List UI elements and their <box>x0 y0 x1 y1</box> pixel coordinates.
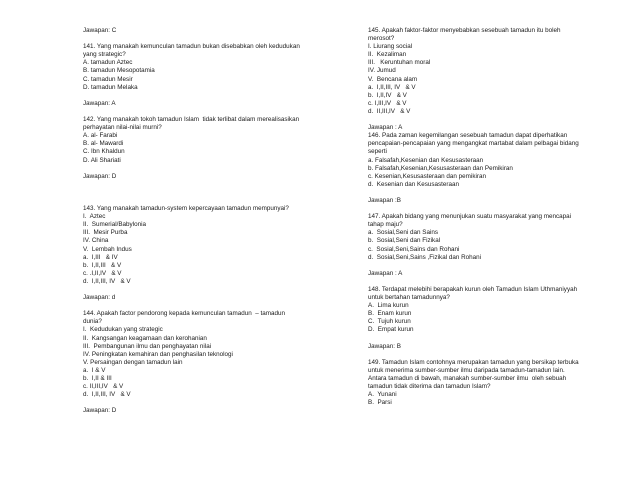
text-line: V. Bencana alam <box>368 75 418 83</box>
text-line: III. Mesir Purba <box>83 229 128 237</box>
text-line: c. I,III,IV & V <box>368 99 407 107</box>
text-line: d. I,II,III, IV & V <box>83 277 131 285</box>
text-line: A. tamadun Aztec <box>83 59 133 67</box>
text-line: D. Empat kurun <box>368 326 414 334</box>
text-line: tahap maju? <box>368 221 403 229</box>
text-line: 149. Tamadun Islam contohnya merupakan tamadun yang bersikap terbuka <box>368 358 579 366</box>
text-line: seperti <box>368 148 387 156</box>
text-line: 141. Yang manakah kemunculan tamadun bukan disebabkan oleh kedudukan <box>83 43 300 51</box>
text-line: Jawapan : A <box>368 124 403 132</box>
text-line: d. I,II,III, IV & V <box>83 391 131 399</box>
text-line: a. I & V <box>83 366 106 374</box>
text-line: tamadun tidak diterima dan tamadun Islam? <box>368 383 491 391</box>
text-line: I. Liurang social <box>368 43 413 51</box>
blank-line <box>368 205 618 213</box>
text-line: c. .I,II,IV & V <box>83 269 122 277</box>
text-line: V. Lembah Indus <box>83 245 132 253</box>
text-line: Jawapan: B <box>368 342 401 350</box>
blank-line <box>368 262 618 270</box>
text-line: a. I,II,III, IV & V <box>368 83 416 91</box>
text-line: a. Falsafah,Kesenian dan Kesusasteraan <box>368 156 484 164</box>
blank-line <box>368 278 618 286</box>
text-line: C. Tujuh kurun <box>368 318 411 326</box>
text-line: dunia? <box>83 318 102 326</box>
text-line: III. Keruntuhan moral <box>368 59 431 67</box>
text-line: yang strategic? <box>83 51 126 59</box>
text-line: b. Sosial,Seni dan Fizikal <box>368 237 441 245</box>
text-line: b. Falsafah,Kesenian,Kesusasteraan dan Pemikiran <box>368 164 513 172</box>
text-line: V. Persaingan dengan tamadun lain <box>83 358 183 366</box>
text-line: I. Aztec <box>83 213 106 221</box>
text-line: a. I,III & IV <box>83 253 118 261</box>
text-line: c. II,III,IV & V <box>83 383 124 391</box>
text-line: I. Kedudukan yang strategic <box>83 326 163 334</box>
blank-line <box>83 35 328 43</box>
text-line: Jawapan : A <box>368 269 403 277</box>
text-line: d. II,III,IV & V <box>368 107 411 115</box>
text-line: d. Kesenian dan Kesusasteraan <box>368 180 460 188</box>
text-line: Antara tamadun di bawah, manakah sumber-sumber ilmu oleh sebuah <box>368 375 567 383</box>
blank-line <box>83 165 328 173</box>
text-line: b. I,II,III & V <box>83 261 122 269</box>
text-line: D. tamadun Melaka <box>83 83 138 91</box>
text-line: 142. Yang manakah tokoh tamadun Islam tidak terlibat dalam merealisasikan <box>83 116 300 124</box>
blank-line <box>83 181 328 189</box>
text-line: 147. Apakah bidang yang menunjukan suatu masyarakat yang mencapai <box>368 213 572 221</box>
text-line: C. tamadun Mesir <box>83 75 133 83</box>
blank-line <box>368 335 618 343</box>
text-line: 144. Apakah factor pendorong kepada kemunculan tamadun – tamadun <box>83 310 285 318</box>
blank-line <box>83 399 328 407</box>
blank-line <box>83 108 328 116</box>
text-line: a. Sosial,Seni dan Sains <box>368 229 439 237</box>
text-line: B. Parsi <box>368 399 392 407</box>
text-line: 143. Yang manakah tamadun-system kepercayaan tamadun mempunyai? <box>83 205 289 213</box>
blank-line <box>83 92 328 100</box>
text-line: b. I,II & III <box>83 375 112 383</box>
text-line: II. Sumerial/Babylonia <box>83 221 146 229</box>
text-line: IV. Jumud <box>368 67 396 75</box>
text-line: Jawapan: A <box>83 99 116 107</box>
text-line: c. Kesenian,Kesusasteraan dan pemikiran <box>368 172 486 180</box>
blank-line <box>83 197 328 205</box>
blank-line <box>368 189 618 197</box>
blank-line <box>83 302 328 310</box>
text-line: A. Yunani <box>368 391 397 399</box>
text-line: merosot? <box>368 35 395 43</box>
text-line: b. I,II,IV & V <box>368 91 407 99</box>
text-line: 146. Pada zaman kegemilangan sesebuah tamadun dapat diperhatikan <box>368 132 568 140</box>
text-line: B. al- Mawardi <box>83 140 124 148</box>
text-line: Jawapan: C <box>83 27 117 34</box>
text-line: IV. Peningkatan kemahiran dan penghasilan teknologi <box>83 350 233 358</box>
text-line: untuk menerima sumber-sumber ilmu daripada tamadun-tamadun lain. <box>368 366 565 374</box>
text-line: B. tamadun Mesopotamia <box>83 67 155 75</box>
blank-line <box>368 351 618 359</box>
text-line: C. Ibn Khaldun <box>83 148 125 156</box>
text-line: Jawapan: D <box>83 172 117 180</box>
text-line: perhayatan nilai-nilai murni? <box>83 124 162 132</box>
text-line: II. Kezaliman <box>368 51 407 59</box>
text-line: A. al- Farabi <box>83 132 118 140</box>
text-line: A. Lima kurun <box>368 302 409 310</box>
text-line: c. Sosial,Seni,Sains dan Rohani <box>368 245 460 253</box>
blank-line <box>368 116 618 124</box>
text-line: B. Enam kurun <box>368 310 412 318</box>
text-line: IV. China <box>83 237 109 245</box>
right-column <box>368 27 618 407</box>
text-line: untuk bertahan tamadunnya? <box>368 294 450 302</box>
text-line: d. Sosial,Seni,Sains ,Fizikal dan Rohani <box>368 253 482 261</box>
text-line: III. Pembangunan ilmu dan penghayatan nilai <box>83 342 212 350</box>
text-line: 145. Apakah faktor-faktor menyebabkan sesebuah tamadun itu boleh <box>368 27 561 34</box>
blank-line <box>83 286 328 294</box>
text-line: 148. Terdapat melebihi berapakah kurun oleh Tamadun Islam Uthmaniyyah <box>368 286 578 293</box>
text-line: pencapaian-pencapaian yang mengangkat martabat dalam pelbagai bidang <box>368 140 579 148</box>
text-line: D. Ali Shariati <box>83 156 121 164</box>
text-line: Jawapan: d <box>83 294 116 302</box>
blank-line <box>83 189 328 197</box>
left-column <box>83 27 328 416</box>
text-line: Jawapan: D <box>83 407 117 415</box>
text-line: II. Kangsangan keagamaan dan kerohanian <box>83 334 207 342</box>
text-line: Jawapan :B <box>368 196 401 204</box>
